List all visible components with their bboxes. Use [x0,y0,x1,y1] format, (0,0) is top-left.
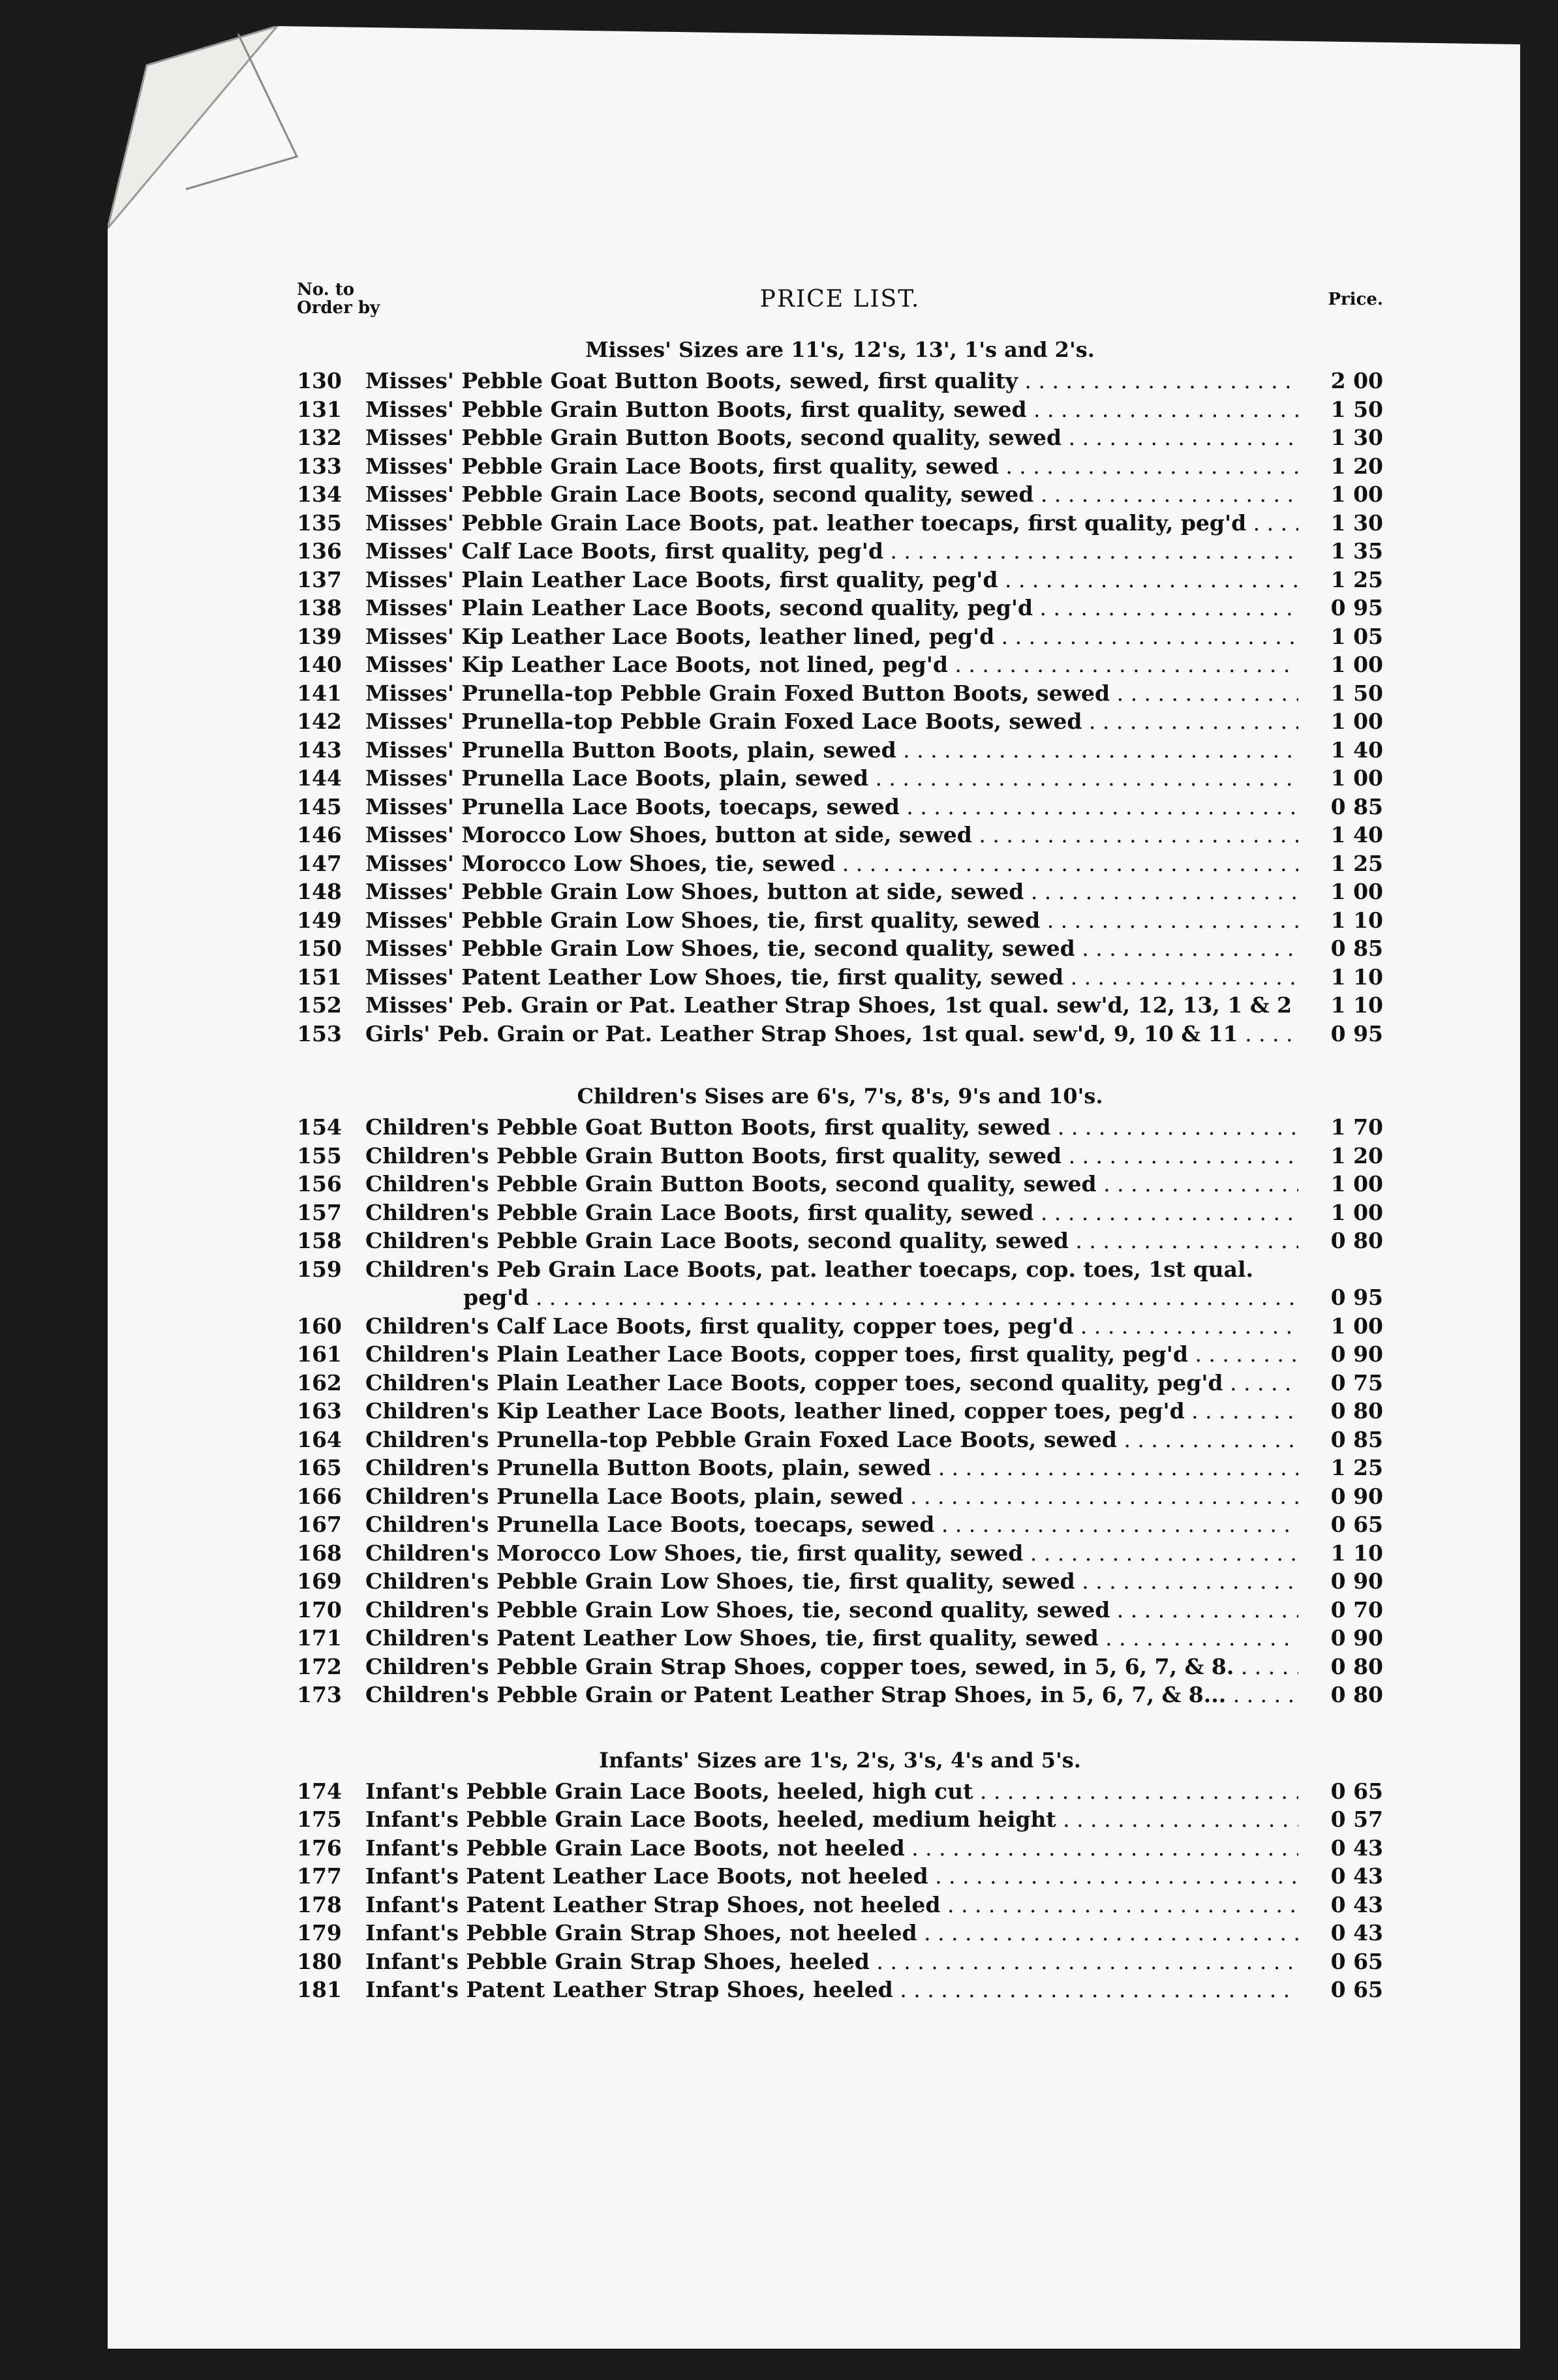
price-row [297,991,1383,1020]
price-row [297,480,1383,509]
item-description: Misses' Morocco Low Shoes, tie, sewed . . . [365,849,1298,878]
item-number: 135 [297,510,342,536]
item-number: 147 [297,850,342,876]
item-number: 178 [297,1891,342,1917]
item-price: 1 00 [1330,1171,1383,1197]
order-number-label: No. to Order by [297,280,380,318]
item-number: 155 [297,1142,342,1168]
item-price: 1 35 [1330,538,1383,564]
price-row [297,877,1383,906]
item-number: 152 [297,992,342,1018]
price-row [297,395,1383,424]
item-description: Misses' Kip Leather Lace Boots, not lined, peg'd . . . [365,650,1298,679]
price-row [297,1397,1383,1426]
item-price: 0 80 [1330,1653,1383,1679]
item-price: 1 00 [1330,1313,1383,1339]
item-price: 0 75 [1330,1369,1383,1396]
item-description: Infant's Pebble Grain Lace Boots, heeled, medium height . . . [365,1805,1298,1834]
item-price: 1 00 [1330,652,1383,677]
price-row [297,1653,1383,1681]
item-number: 150 [297,936,342,961]
item-number: 171 [297,1625,342,1651]
price-row [297,1255,1383,1284]
item-number: 165 [297,1455,342,1480]
price-section [297,333,1383,1048]
section-heading: Misses' Sizes are 11's, 12's, 13', 1's and 2's. [585,337,1095,362]
item-price: 0 65 [1330,1977,1383,2002]
item-description: Children's Morocco Low Shoes, tie, first quality, sewed . . . [365,1539,1298,1568]
item-price: 0 95 [1330,595,1383,620]
item-number: 145 [297,793,342,819]
item-description: Misses' Pebble Grain Low Shoes, tie, second quality, sewed . . . [365,934,1298,963]
item-price: 1 10 [1330,907,1383,933]
price-row [297,1567,1383,1596]
item-price: 0 95 [1330,1285,1383,1310]
price-rows [297,367,1383,1048]
item-description: Children's Pebble Grain Button Boots, first quality, sewed . . . [365,1142,1298,1170]
price-row [297,1596,1383,1625]
item-price: 0 85 [1330,936,1383,961]
item-description: Infant's Patent Leather Lace Boots, not heeled . . . [365,1862,1298,1891]
price-row [297,594,1383,622]
item-number: 181 [297,1977,342,2002]
item-number: 169 [297,1568,342,1594]
price-rows [297,1113,1383,1709]
item-description: Children's Kip Leather Lace Boots, leather lined, copper toes, peg'd . . . [365,1397,1298,1426]
item-description: Misses' Prunella-top Pebble Grain Foxed Button Boots, sewed . . . [365,679,1298,708]
item-description: Children's Plain Leather Lace Boots, copper toes, second quality, peg'd . . . [365,1369,1298,1397]
item-description: Misses' Pebble Grain Low Shoes, tie, first quality, sewed . . . [365,906,1298,935]
price-row [297,622,1383,651]
section-gap [297,1709,1383,1743]
item-number: 153 [297,1020,342,1046]
price-row [297,934,1383,963]
item-price: 1 50 [1330,396,1383,422]
item-price: 0 80 [1330,1398,1383,1424]
item-number: 159 [297,1256,342,1282]
item-price: 0 80 [1330,1228,1383,1253]
item-number: 131 [297,396,342,422]
item-number: 167 [297,1512,342,1537]
price-row [297,1369,1383,1397]
price-row [297,537,1383,566]
item-price: 1 30 [1330,425,1383,450]
item-number: 179 [297,1920,342,1945]
price-row [297,1113,1383,1142]
item-number: 168 [297,1540,342,1566]
item-number: 144 [297,765,342,791]
item-price: 1 05 [1330,623,1383,649]
item-price: 0 65 [1330,1778,1383,1804]
price-row [297,367,1383,395]
item-number: 137 [297,566,342,592]
item-description: Misses' Patent Leather Low Shoes, tie, first quality, sewed . . . [365,963,1298,992]
item-price: 0 70 [1330,1596,1383,1623]
item-number: 180 [297,1948,342,1974]
price-row [297,679,1383,708]
price-row [297,452,1383,481]
price-row [297,1312,1383,1341]
item-number: 140 [297,652,342,677]
item-description: Misses' Pebble Grain Lace Boots, pat. leather toecaps, first quality, peg'd . . . [365,509,1298,538]
price-row [297,1283,1383,1312]
item-number: 151 [297,964,342,990]
item-number: 156 [297,1171,342,1197]
item-description: Misses' Plain Leather Lace Boots, first quality, peg'd . . . [365,566,1298,594]
item-price: 0 57 [1330,1807,1383,1832]
item-description: Misses' Calf Lace Boots, first quality, peg'd . . . [365,537,1298,566]
item-price: 1 00 [1330,879,1383,904]
item-description: Misses' Pebble Goat Button Boots, sewed, first quality . . . [365,367,1298,395]
item-number: 141 [297,680,342,706]
section-gap [297,1048,1383,1079]
section-heading: Children's Sises are 6's, 7's, 8's, 9's and 10's. [577,1084,1103,1108]
item-description: Misses' Pebble Grain Lace Boots, second quality, sewed . . . [365,480,1298,509]
price-row [297,821,1383,849]
item-price: 1 25 [1330,850,1383,876]
item-description: Infant's Patent Leather Strap Shoes, not heeled . . . [365,1891,1298,1919]
item-price: 0 65 [1330,1948,1383,1974]
item-description: Children's Prunella Button Boots, plain, sewed . . . [365,1454,1298,1482]
item-price: 0 43 [1330,1863,1383,1889]
item-price: 1 00 [1330,709,1383,734]
item-description: Children's Calf Lace Boots, first quality, copper toes, peg'd . . . [365,1312,1298,1341]
item-price: 1 25 [1330,1455,1383,1480]
item-price: 1 10 [1330,1540,1383,1566]
item-description: Children's Prunella Lace Boots, plain, sewed . . . [365,1482,1298,1511]
price-row [297,509,1383,538]
price-row [297,1891,1383,1919]
item-price: 1 20 [1330,1142,1383,1168]
item-price: 0 85 [1330,793,1383,819]
item-price: 1 00 [1330,765,1383,791]
price-row [297,1624,1383,1653]
item-price: 0 43 [1330,1835,1383,1861]
price-row [297,707,1383,736]
item-description: Children's Pebble Grain Lace Boots, first quality, sewed . . . [365,1198,1298,1227]
item-description: Children's Pebble Grain Strap Shoes, copper toes, sewed, in 5, 6, 7, & 8. . . . [365,1653,1298,1681]
price-row [297,423,1383,452]
price-row [297,963,1383,992]
price-row [297,764,1383,793]
price-section [297,1079,1383,1709]
item-price: 0 43 [1330,1891,1383,1917]
item-price: 1 70 [1330,1114,1383,1140]
item-description: Misses' Pebble Grain Lace Boots, first quality, sewed . . . [365,452,1298,481]
item-description: Children's Pebble Goat Button Boots, first quality, sewed . . . [365,1113,1298,1142]
price-section [297,1743,1383,2004]
price-row [297,1454,1383,1482]
item-price: 1 10 [1330,964,1383,990]
item-price: 1 40 [1330,822,1383,847]
price-row [297,1340,1383,1369]
price-rows [297,1777,1383,2004]
item-number: 164 [297,1426,342,1452]
item-price: 0 90 [1330,1341,1383,1367]
item-number: 143 [297,737,342,763]
item-price: 2 00 [1330,368,1383,393]
item-number: 133 [297,453,342,479]
price-row [297,1482,1383,1511]
price-list [297,281,1383,2004]
item-description: Infant's Pebble Grain Lace Boots, not heeled . . . [365,1834,1298,1863]
price-row [297,1227,1383,1255]
item-description: Misses' Pebble Grain Button Boots, first quality, sewed . . . [365,395,1298,424]
item-description: Misses' Prunella Button Boots, plain, sewed . . . [365,736,1298,765]
price-row [297,1777,1383,1806]
price-row [297,1834,1383,1863]
item-price: 0 80 [1330,1682,1383,1707]
price-row [297,1142,1383,1170]
item-description: Misses' Prunella Lace Boots, toecaps, sewed . . . [365,793,1298,821]
section-heading: Infants' Sizes are 1's, 2's, 3's, 4's and 5's. [599,1747,1081,1773]
item-number: 130 [297,368,342,393]
item-description: Children's Pebble Grain or Patent Leather Strap Shoes, in 5, 6, 7, & 8... . . . [365,1681,1298,1709]
item-description: Misses' Peb. Grain or Pat. Leather Strap Shoes, 1st qual. sew'd, 12, 13, 1 & 2 . . . [365,991,1298,1020]
item-description: Infant's Pebble Grain Lace Boots, heeled, high cut . . . [365,1777,1298,1806]
item-number: 173 [297,1682,342,1707]
price-row [297,1539,1383,1568]
item-number: 158 [297,1228,342,1253]
item-price: 0 85 [1330,1426,1383,1452]
item-price: 1 20 [1330,453,1383,479]
price-row [297,906,1383,935]
item-description: Misses' Morocco Low Shoes, button at side, sewed . . . [365,821,1298,849]
item-number: 177 [297,1863,342,1889]
item-number: 138 [297,595,342,620]
item-price: 0 95 [1330,1020,1383,1046]
item-number: 162 [297,1369,342,1396]
item-price: 0 90 [1330,1483,1383,1509]
sections [297,333,1383,2004]
item-description: Infant's Patent Leather Strap Shoes, heeled . . . [365,1976,1298,2004]
item-price: 0 65 [1330,1512,1383,1537]
item-description: Children's Pebble Grain Low Shoes, tie, second quality, sewed . . . [365,1596,1298,1625]
item-description: peg'd . . . [365,1283,1298,1312]
item-price: 1 10 [1330,992,1383,1018]
item-price: 1 50 [1330,680,1383,706]
price-row [297,1947,1383,1976]
item-price: 1 40 [1330,737,1383,763]
item-price: 0 90 [1330,1568,1383,1594]
item-number: 163 [297,1398,342,1424]
item-number: 161 [297,1341,342,1367]
page-title: PRICE LIST. [759,286,921,313]
item-number: 148 [297,879,342,904]
price-row [297,1862,1383,1891]
item-number: 146 [297,822,342,847]
item-description: Children's Prunella-top Pebble Grain Foxed Lace Boots, sewed . . . [365,1426,1298,1454]
item-price: 1 30 [1330,510,1383,536]
price-row [297,1919,1383,1947]
price-row [297,1681,1383,1709]
item-description: Infant's Pebble Grain Strap Shoes, heeled . . . [365,1947,1298,1976]
item-number: 142 [297,709,342,734]
item-number: 134 [297,481,342,507]
item-number: 172 [297,1653,342,1679]
item-number: 154 [297,1114,342,1140]
item-number: 139 [297,623,342,649]
price-column-label: Price. [1328,290,1383,309]
item-description: Misses' Prunella Lace Boots, plain, sewed . . . [365,764,1298,793]
item-number: 149 [297,907,342,933]
item-price: 1 25 [1330,566,1383,592]
price-row [297,1020,1383,1048]
item-number: 166 [297,1483,342,1509]
item-number: 174 [297,1778,342,1804]
price-row [297,1198,1383,1227]
item-description: Children's Peb Grain Lace Boots, pat. leather toecaps, cop. toes, 1st qual. [365,1256,1254,1282]
price-row [297,566,1383,594]
item-price: 0 43 [1330,1920,1383,1945]
item-number: 160 [297,1313,342,1339]
item-description: Children's Patent Leather Low Shoes, tie, first quality, sewed . . . [365,1624,1298,1653]
price-row [297,1976,1383,2004]
item-number: 136 [297,538,342,564]
price-row [297,736,1383,765]
price-list-header [297,281,1383,333]
price-row [297,793,1383,821]
item-number: 157 [297,1199,342,1225]
price-row [297,1170,1383,1198]
item-description: Children's Prunella Lace Boots, toecaps, sewed . . . [365,1510,1298,1539]
item-number: 176 [297,1835,342,1861]
item-description: Children's Pebble Grain Lace Boots, second quality, sewed . . . [365,1227,1298,1255]
item-description: Misses' Pebble Grain Low Shoes, button at side, sewed . . . [365,877,1298,906]
item-number: 132 [297,425,342,450]
price-row [297,1805,1383,1834]
price-row [297,1510,1383,1539]
item-description: Children's Plain Leather Lace Boots, copper toes, first quality, peg'd . . . [365,1340,1298,1369]
price-row [297,650,1383,679]
item-description: Misses' Pebble Grain Button Boots, second quality, sewed . . . [365,423,1298,452]
price-row [297,849,1383,878]
item-description: Children's Pebble Grain Button Boots, second quality, sewed . . . [365,1170,1298,1198]
item-description: Misses' Kip Leather Lace Boots, leather lined, peg'd . . . [365,622,1298,651]
item-description: Misses' Prunella-top Pebble Grain Foxed Lace Boots, sewed . . . [365,707,1298,736]
price-row [297,1426,1383,1454]
item-price: 0 90 [1330,1625,1383,1651]
item-number: 175 [297,1807,342,1832]
item-number: 170 [297,1596,342,1623]
item-description: Misses' Plain Leather Lace Boots, second quality, peg'd . . . [365,594,1298,622]
item-description: Children's Pebble Grain Low Shoes, tie, first quality, sewed . . . [365,1567,1298,1596]
item-price: 1 00 [1330,481,1383,507]
item-description: Infant's Pebble Grain Strap Shoes, not heeled . . . [365,1919,1298,1947]
item-description: Girls' Peb. Grain or Pat. Leather Strap Shoes, 1st qual. sew'd, 9, 10 & 11 . . . [365,1020,1298,1048]
item-price: 1 00 [1330,1199,1383,1225]
